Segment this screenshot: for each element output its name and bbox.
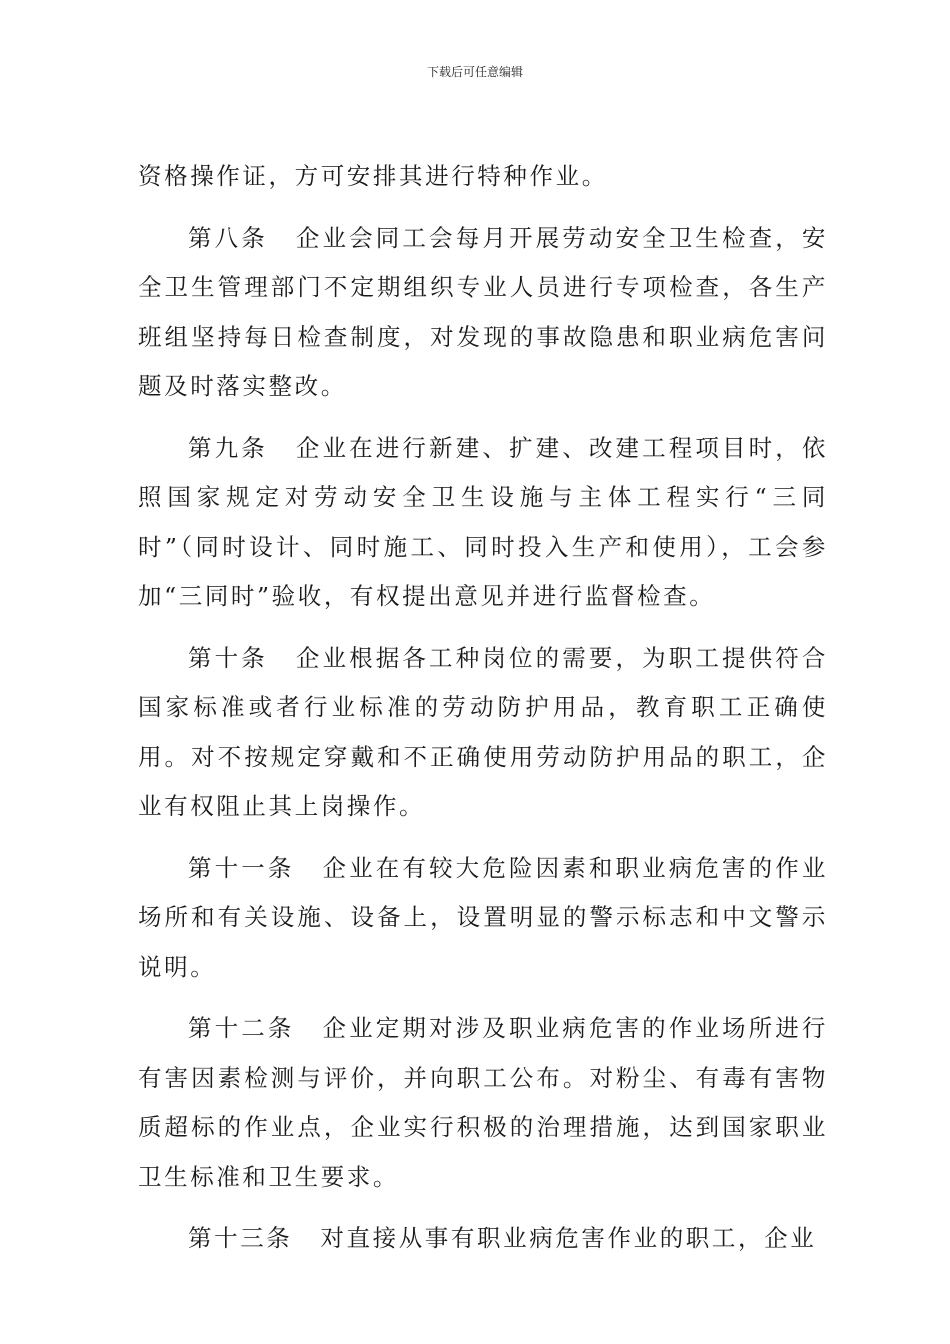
article-11: [138, 844, 828, 993]
article-title: 第十一条: [188, 853, 295, 882]
paragraph-continuation: [138, 152, 828, 202]
article-title: 第十三条: [188, 1224, 293, 1252]
article-text: 企业在进行新建、扩建、改建工程项目时，依照国家规定对劳动安全卫生设施与主体工程实行“三同时”（同时设计、同时施工、同时投入生产和使用），工会参加“三同时”验收，有权提出意见并进行监督检查。: [138, 433, 828, 610]
article-text: 企业会同工会每月开展劳动安全卫生检查，安全卫生管理部门不定期组织专业人员进行专项检查，各生产班组坚持每日检查制度，对发现的事故隐患和职业病危害问题及时落实整改。: [138, 223, 828, 400]
page-header-note: 下载后可任意编辑: [426, 65, 523, 79]
article-text: 企业定期对涉及职业病危害的作业场所进行有害因素检测与评价，并向职工公布。对粉尘、有毒有害物质超标的作业点，企业实行积极的治理措施，达到国家职业卫生标准和卫生要求。: [138, 1014, 828, 1191]
paragraph-text: 资格操作证，方可安排其进行特种作业。: [138, 162, 608, 190]
article-8: [138, 214, 828, 412]
article-12: [138, 1004, 828, 1202]
article-text: 企业根据各工种岗位的需要，为职工提供符合国家标准或者行业标准的劳动防护用品，教育职工正确使用。对不按规定穿戴和不正确使用劳动防护用品的职工，企业有权阻止其上岗操作。: [138, 643, 828, 820]
article-title: 第十条: [188, 643, 268, 672]
article-text: 企业在有较大危险因素和职业病危害的作业场所和有关设施、设备上，设置明显的警示标志和中文警示说明。: [138, 853, 828, 981]
article-title: 第十二条: [188, 1014, 295, 1042]
article-13: [138, 1214, 828, 1264]
article-text: 对直接从事有职业病危害作业的职工，企业: [320, 1224, 817, 1252]
article-title: 第九条: [188, 433, 268, 462]
article-9: [138, 424, 828, 622]
article-title: 第八条: [188, 223, 268, 252]
document-body: [138, 152, 828, 1276]
article-10: [138, 634, 828, 832]
